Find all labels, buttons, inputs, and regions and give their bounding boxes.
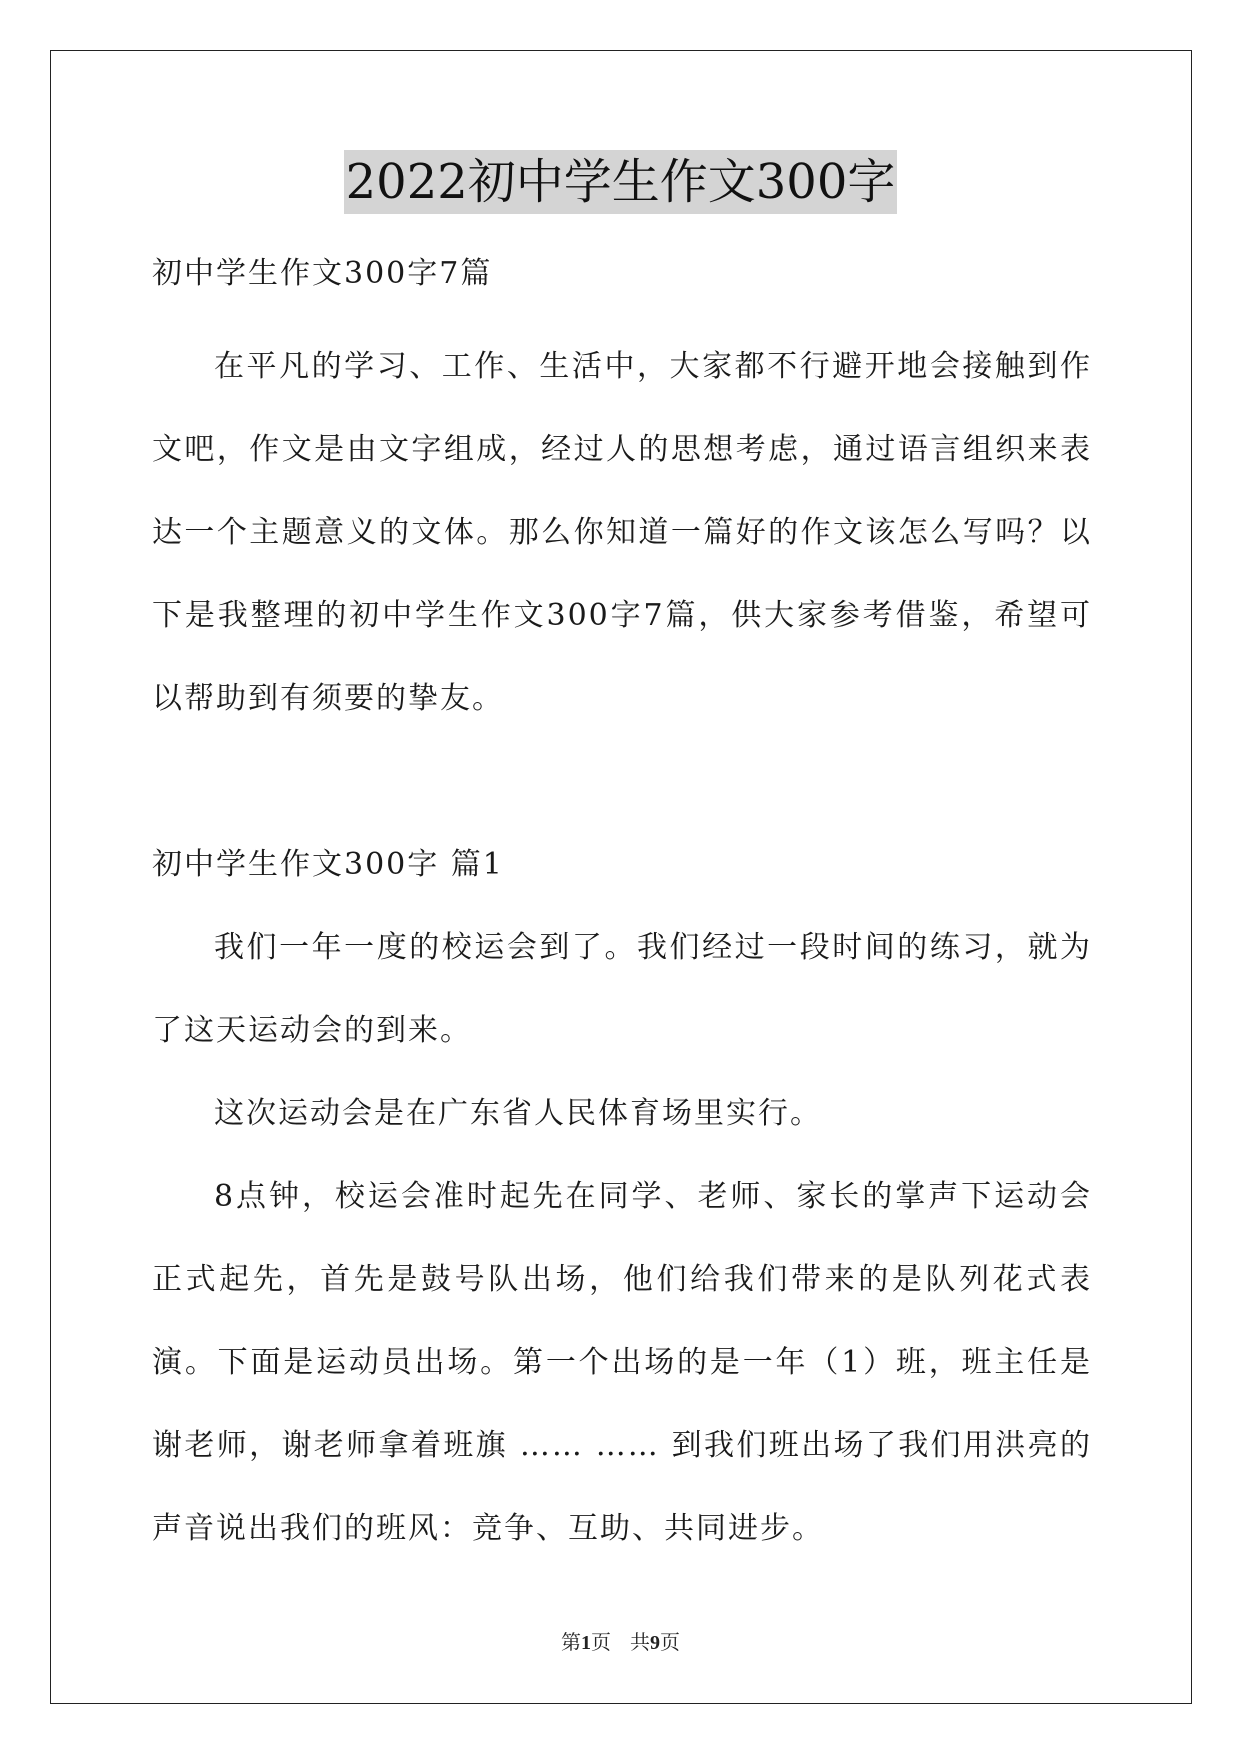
body-paragraph: 我们一年一度的校运会到了。我们经过一段时间的练习，就为了这天运动会的到来。: [152, 930, 1092, 1048]
current-page-number: 1: [580, 1632, 591, 1654]
body-paragraph: 8点钟，校运会准时起先在同学、老师、家长的掌声下运动会正式起先，首先是鼓号队出场，他们给我们带来的是队列花式表演。下面是运动员出场。第一个出场的是一年（1）班，班主任是谢老师，谢老师拿着班旗 …… …… 到我们班出场了我们用洪亮的声音说出我们的班风：竞争、互助、共同进步。: [152, 1179, 1092, 1546]
footer-prefix: 第: [560, 1630, 581, 1654]
document-title: 2022初中学生作文300字: [344, 150, 898, 214]
footer-suffix: 页: [660, 1630, 681, 1654]
intro-paragraph: 在平凡的学习、工作、生活中，大家都不行避开地会接触到作文吧，作文是由文字组成，经过人的思想考虑，通过语言组织来表达一个主题意义的文体。那么你知道一篇好的作文该怎么写吗？以下是我整理的初中学生作文300字7篇，供大家参考借鉴，希望可以帮助到有须要的挚友。: [152, 349, 1092, 716]
document-body: [152, 232, 1092, 1570]
body-paragraph: 这次运动会是在广东省人民体育场里实行。: [214, 1096, 822, 1131]
title-container: [0, 150, 1241, 214]
footer-mid: 页 共: [590, 1630, 651, 1654]
document-subtitle: 初中学生作文300字7篇: [152, 256, 493, 291]
spacer: [152, 315, 1092, 325]
page-footer: [0, 1628, 1241, 1657]
section-heading: 初中学生作文300字 篇1: [152, 847, 504, 882]
total-page-number: 9: [650, 1632, 661, 1654]
spacer: [152, 740, 1092, 823]
